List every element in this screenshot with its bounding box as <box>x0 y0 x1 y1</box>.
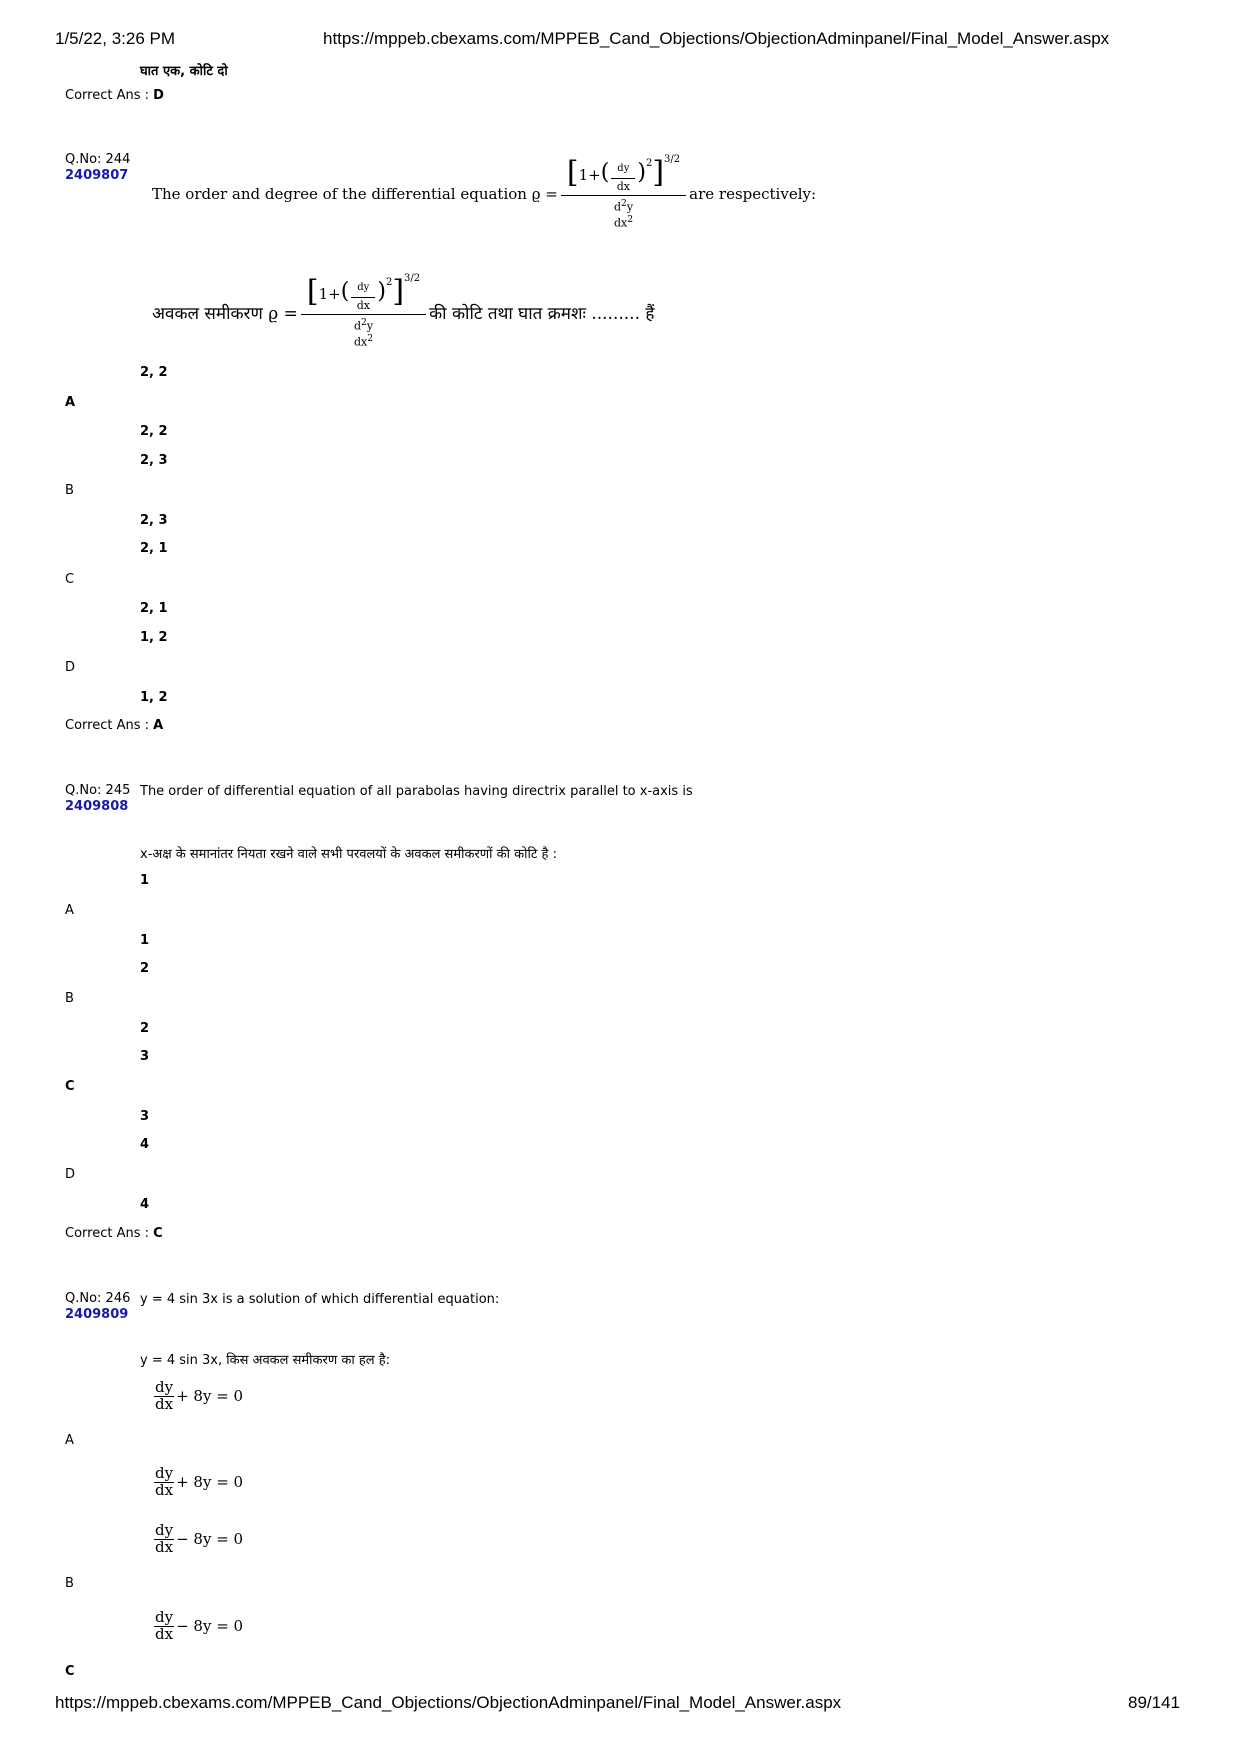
question-id: 2409808 <box>65 799 129 814</box>
question-text-en: The order of differential equation of all parabolas having directrix parallel to x-axis is <box>140 784 693 799</box>
option-letter-b: B <box>65 991 74 1006</box>
option-letter-c: C <box>65 1664 75 1679</box>
question-id: 2409809 <box>65 1307 129 1322</box>
option-letter-d: D <box>65 1167 76 1182</box>
option-letter-a: A <box>65 903 74 918</box>
option-text: 2, 2 <box>140 365 168 380</box>
option-text: 2, 1 <box>140 601 168 616</box>
option-letter-b: B <box>65 1576 74 1591</box>
option-letter-d: D <box>65 660 76 675</box>
option-letter-a: A <box>65 395 76 410</box>
option-text: 2 <box>140 1021 150 1036</box>
question-text-en: y = 4 sin 3x is a solution of which differential equation: <box>140 1292 500 1307</box>
option-letter-a: A <box>65 1433 74 1448</box>
option-equation: $\frac{dy}{dx}$ − 8y = 0 <box>155 1521 244 1556</box>
option-letter-c: C <box>65 572 75 587</box>
option-text: 2, 2 <box>140 424 168 439</box>
option-text: 2, 1 <box>140 541 168 556</box>
correct-value: D <box>153 88 164 103</box>
correct-answer: Correct Ans : A <box>65 718 164 733</box>
option-text: 2, 3 <box>140 453 168 468</box>
rho-formula-hi: [ 1+ ( $\frac{dy}{dx}$ ) $^2$ ] $^{3/2}$ $d^2y$ $dx^2$ <box>301 277 426 348</box>
question-text-hi: अवकल समीकरण ϱ = [ 1+ ( $\frac{dy}{dx}$ ) $^2$ ] $^{3/2}$ $d^2y$ $dx^2$ की कोटि तथा घात क्रमशः ......... हैं <box>152 273 655 349</box>
question-number: Q.No: 246 <box>65 1291 131 1306</box>
question-text-hi: y = 4 sin 3x, किस अवकल समीकरण का हल है: <box>140 1353 390 1368</box>
option-text: 1, 2 <box>140 630 168 645</box>
prev-correct-answer <box>65 88 164 103</box>
rho-formula: [ 1+ ( $\frac{dy}{dx}$ ) $^2$ ] $^{3/2}$ $d^2y$ $dx^2$ <box>561 158 686 229</box>
option-equation: $\frac{dy}{dx}$ − 8y = 0 <box>155 1608 244 1643</box>
option-text: 1, 2 <box>140 690 168 705</box>
option-text: 3 <box>140 1049 150 1064</box>
page-number: 89/141 <box>1128 1693 1180 1712</box>
option-equation: $\frac{dy}{dx}$ + 8y = 0 <box>155 1378 244 1413</box>
option-text: 3 <box>140 1109 150 1124</box>
option-text: 2, 3 <box>140 513 168 528</box>
option-text: 4 <box>140 1137 150 1152</box>
print-url-footer: https://mppeb.cbexams.com/MPPEB_Cand_Objections/ObjectionAdminpanel/Final_Model_Answer.aspx <box>55 1693 842 1712</box>
question-id: 2409807 <box>65 168 129 183</box>
option-text: 1 <box>140 873 150 888</box>
option-letter-b: B <box>65 483 74 498</box>
print-datetime: 1/5/22, 3:26 PM <box>55 29 176 48</box>
question-number: Q.No: 245 <box>65 783 131 798</box>
option-text: 1 <box>140 933 150 948</box>
print-url-header: https://mppeb.cbexams.com/MPPEB_Cand_Objections/ObjectionAdminpanel/Final_Model_Answer.aspx <box>323 29 1110 48</box>
option-text: 4 <box>140 1197 150 1212</box>
option-letter-c: C <box>65 1079 75 1094</box>
option-text: 2 <box>140 961 150 976</box>
prev-answer-tail: घात एक, कोटि दो <box>140 64 228 79</box>
question-text-en: The order and degree of the differential equation ϱ = [ 1+ ( $\frac{dy}{dx}$ ) $^2$ ] $^{3/2}$ $d^2y$ $dx^2$ are respectively: <box>152 154 817 230</box>
correct-label: Correct Ans : <box>65 88 149 103</box>
question-number: Q.No: 244 <box>65 152 131 167</box>
option-equation: $\frac{dy}{dx}$ + 8y = 0 <box>155 1464 244 1499</box>
question-text-hi: x-अक्ष के समानांतर नियता रखने वाले सभी परवलयों के अवकल समीकरणों की कोटि है : <box>140 847 557 862</box>
correct-answer: Correct Ans : C <box>65 1226 163 1241</box>
